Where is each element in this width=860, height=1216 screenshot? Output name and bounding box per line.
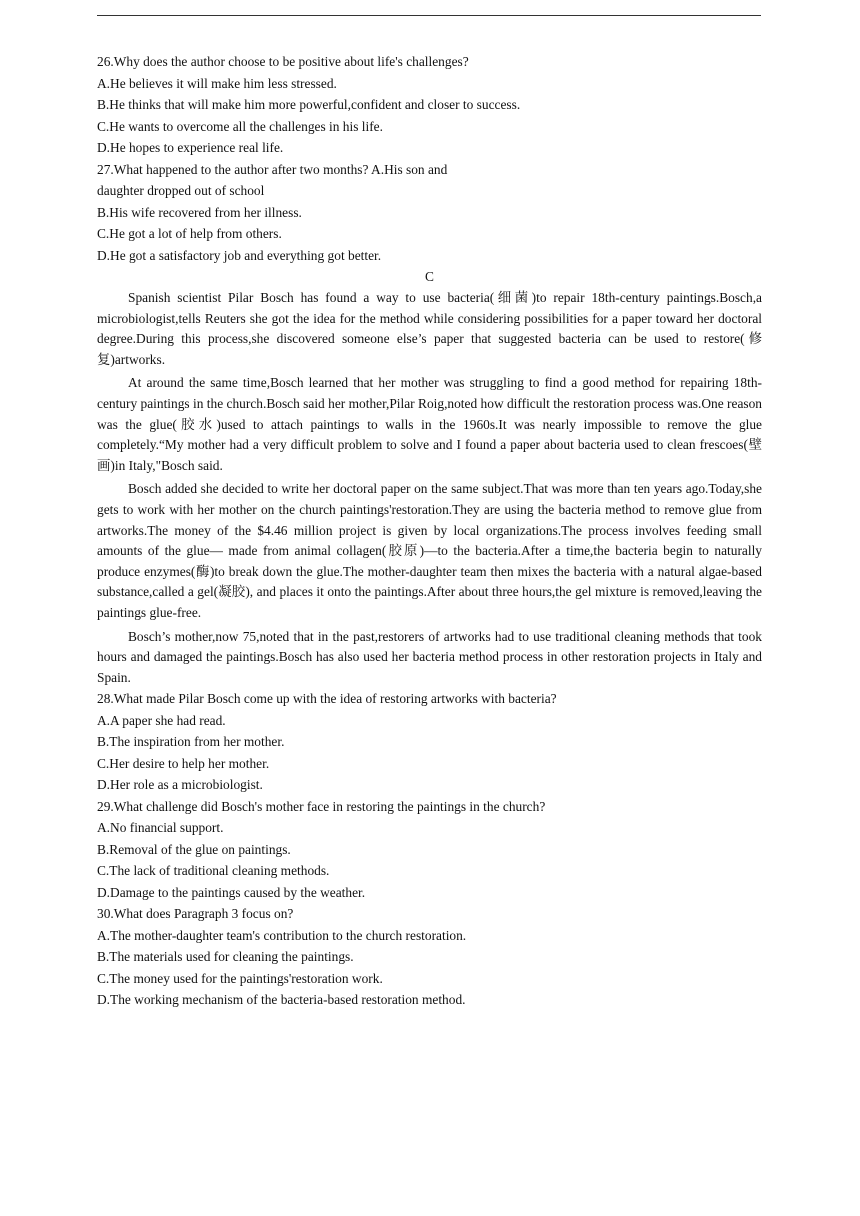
- question-stem: 26.Why does the author choose to be positive about life's challenges?: [97, 54, 469, 69]
- option-a: A.He believes it will make him less stressed.: [97, 75, 337, 91]
- option-c: C.He got a lot of help from others.: [97, 226, 282, 241]
- question-26: [97, 51, 762, 159]
- question-stem: 30.What does Paragraph 3 focus on?: [97, 906, 294, 922]
- option-c: C.The lack of traditional cleaning methods.: [97, 863, 330, 879]
- option-a: A.No financial support.: [97, 820, 224, 836]
- question-30: [97, 903, 762, 1011]
- section-heading: C: [425, 269, 434, 284]
- reading-passage: [97, 288, 762, 688]
- passage-paragraph-1: Spanish scientist Pilar Bosch has found a way to use bacteria(细菌)to repair 18th-century paintings.Bosch,a microbiologist,tells Reuters she got the idea for the method while considering possibilities for a paper toward her doctoral degree.During this process,she discovered someone else’s paper that suggested bacteria can be used to restore(修复)artworks.: [97, 290, 762, 367]
- option-d: D.Damage to the paintings caused by the weather.: [97, 884, 366, 900]
- option-d: D.The working mechanism of the bacteria-based restoration method.: [97, 992, 466, 1008]
- option-b: B.The inspiration from her mother.: [97, 734, 285, 750]
- passage-paragraph-2: At around the same time,Bosch learned that her mother was struggling to find a good method for repairing 18th-century paintings in the church.Bosch said her mother,Pilar Roig,noted how difficult the restoration process was.One reason was the glue(胶水)used to attach paintings to walls in the 1960s.It was nearly impossible to remove the glue completely.“My mother had a very difficult problem to solve and I found a paper about bacteria used to clean frescoes(壁画)in Italy,"Bosch said.: [97, 375, 762, 473]
- question-29: [97, 796, 762, 904]
- header-rule: [97, 15, 761, 16]
- option-d: D.He hopes to experience real life.: [97, 140, 284, 155]
- question-stem: 29.What challenge did Bosch's mother face in restoring the paintings in the church?: [97, 798, 546, 814]
- option-d: D.Her role as a microbiologist.: [97, 777, 263, 793]
- option-b: B.The materials used for cleaning the paintings.: [97, 949, 354, 965]
- option-c: C.He wants to overcome all the challenges in his life.: [97, 118, 383, 134]
- passage-paragraph-3: Bosch added she decided to write her doctoral paper on the same subject.That was more than ten years ago.Today,she gets to work with her mother on the church paintings'restoration.They are using the bacteria method to remove glue from artworks.The money of the $4.46 million project is given by local organizations.The process involves feeding small amounts of the glue— made from animal collagen(胶原)—to the bacteria.After a time,the bacteria begin to naturally produce enzymes(酶)to break down the glue.The mother-daughter team then mixes the bacteria with a natural algae-based substance,called a gel(凝胶), and places it onto the paintings.After about three hours,the gel mixture is removed,leaving the paintings glue-free.: [97, 481, 762, 620]
- option-a: A.The mother-daughter team's contribution to the church restoration.: [97, 927, 467, 943]
- question-27: [97, 159, 762, 267]
- option-a: A.A paper she had read.: [97, 712, 226, 728]
- option-b: B.Removal of the glue on paintings.: [97, 841, 291, 857]
- option-b: B.His wife recovered from her illness.: [97, 204, 302, 220]
- question-28: [97, 688, 762, 796]
- option-c: C.Her desire to help her mother.: [97, 755, 270, 771]
- question-stem: 28.What made Pilar Bosch come up with the idea of restoring artworks with bacteria?: [97, 691, 557, 707]
- exam-page: [97, 51, 762, 1011]
- option-c: C.The money used for the paintings'restoration work.: [97, 970, 383, 986]
- option-d: D.He got a satisfactory job and everything got better.: [97, 247, 382, 263]
- question-stem: 27.What happened to the author after two months? A.His son and daughter dropped out of school: [97, 161, 448, 198]
- passage-paragraph-4: Bosch’s mother,now 75,noted that in the past,restorers of artworks had to use traditional cleaning methods that took hours and damaged the paintings.Bosch has also used her bacteria method process in other restoration projects in Italy and Spain.: [97, 628, 762, 685]
- option-b: B.He thinks that will make him more powerful,confident and closer to success.: [97, 97, 521, 112]
